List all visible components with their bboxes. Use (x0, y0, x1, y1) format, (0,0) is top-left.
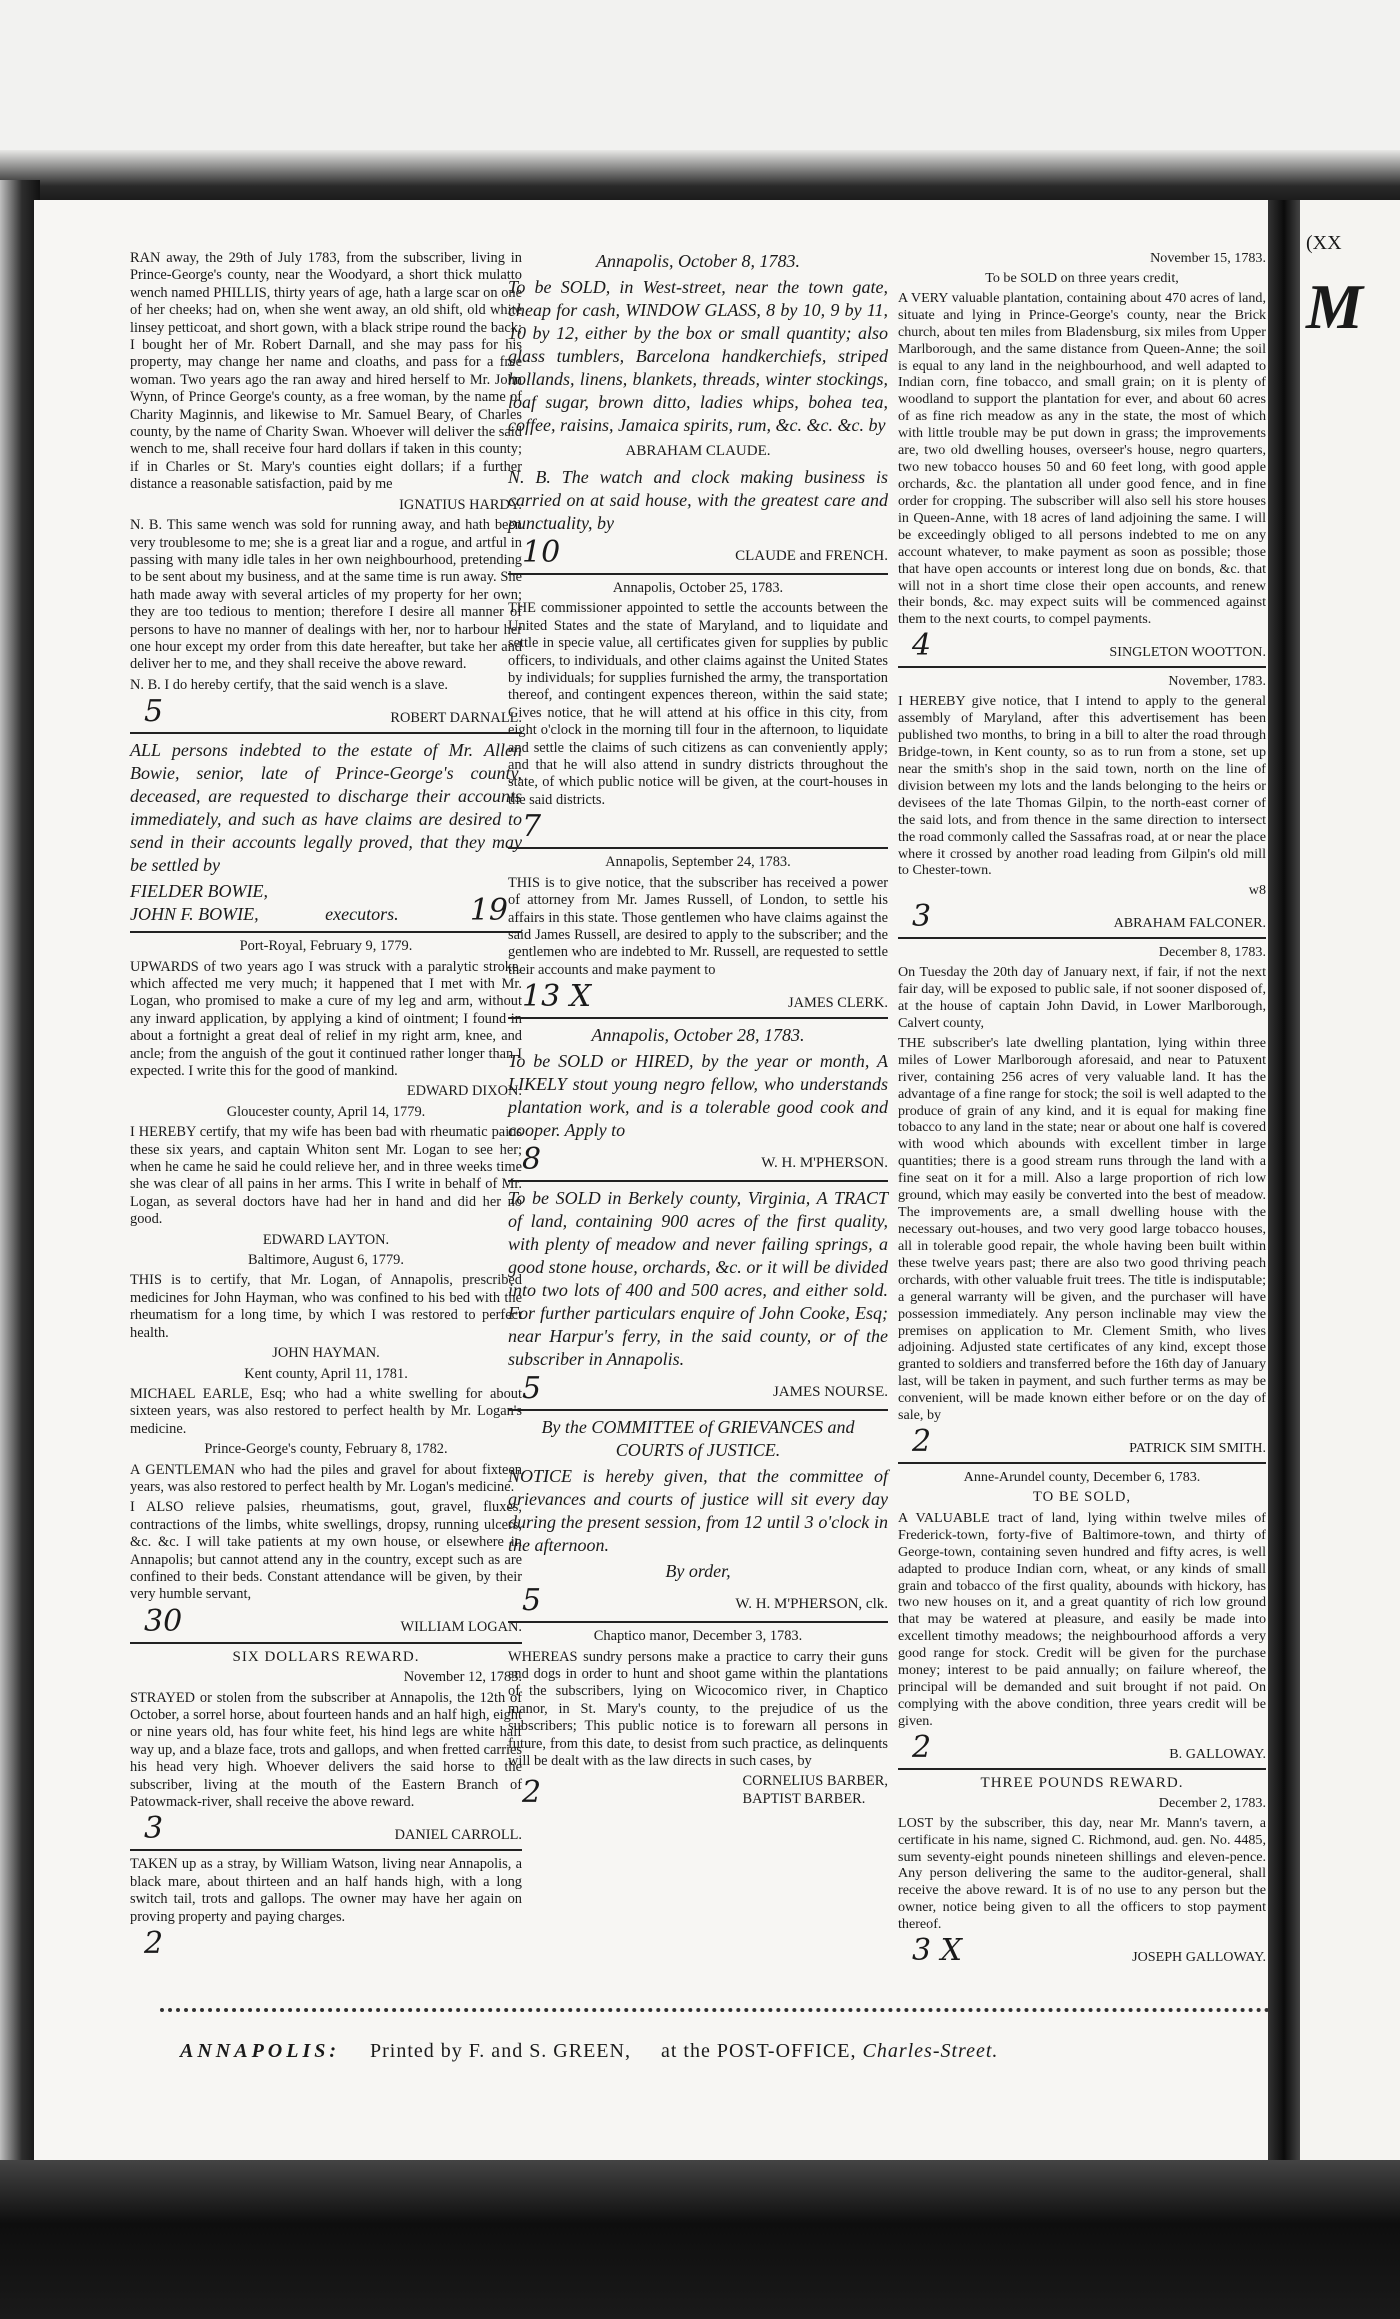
ad-body: To be SOLD or HIRED, by the year or month, A LIKELY stout young negro fellow, who understands plantation work, and is a tolerable good cook and cooper. Apply to (508, 1051, 888, 1141)
ad-signer: W. H. M'PHERSON, clk. (735, 1596, 888, 1613)
ad-body: LOST by the subscriber, this day, near Mr. Mann's tavern, a certificate in his name, signed C. Richmond, aud. gen. No. 4485, sum seventy-eight pounds nineteen shillings and eleven-pence. Any person delivering the same to the auditor-general, shall receive the above reward. It is of no use to any person but the owner, notice being given to all the officers to stop payment thereof. (898, 1814, 1266, 1933)
ad-signer: JOSEPH GALLOWAY. (1132, 1949, 1266, 1966)
ad-commissioner (508, 580, 888, 845)
ad-ignatius-hardy (130, 250, 522, 730)
column-2 (508, 250, 888, 1812)
ad-william-watson (130, 1856, 522, 1962)
scan-shadow-bottom (0, 2160, 1400, 2319)
ad-abraham-claude (508, 250, 888, 568)
ad-signer: IGNATIUS HARDY. (399, 496, 522, 513)
ad-committee-grievances (508, 1416, 888, 1619)
ad-body: STRAYED or stolen from the subscriber at Annapolis, the 12th of October, a sorrel horse, about fourteen hands and an half high, eight or nine years old, has four white feet, his hind legs are white half way up, and a blaze face, trots and gallops, and when fretted carries his head very high. Whoever delivers the said horse to the subscriber, living at the mouth of the Eastern Branch of Patowmack-river, shall receive the above reward. (130, 1689, 522, 1811)
ad-signature-row (898, 899, 1266, 935)
testimonial-signer: EDWARD DIXON. (406, 1083, 522, 1100)
ad-body: A VERY valuable plantation, containing about 470 acres of land, situate and lying in Prince-George's county, near the Brick church, about ten miles from Bladensburg, six miles from Upper Marlborough, and the same distance from Queen-Anne; the soil is equal to any land in the neighbourhood, and well adapted to Indian corn, fine tobacco, and small grain; on it is plenty of woodland to support the plantation for ever, and about 60 acres of as fine rich meadow as any in the state, the most of which with little trouble may be put down in grass; the improvements are, two old dwelling houses, overseer's house, negro quarters, two new tobacco houses 50 and 60 feet long, with good apple orchards, &c. the plantation all under good fence, and in fine order for cropping. The subscriber will also sell his store houses in Queen-Anne, with 18 acres of land adjoining the same. I will be exceedingly obliged to all persons indebted to me on any account whatever, to make payment as soon as possible; those that have open accounts or interest long due on bonds, &c. that will not in a short time close their open accounts, and renew their bonds, &c. may expect suits will be commenced against them to the next courts, to compel payments. (898, 289, 1266, 628)
ad-code: w8 (1248, 882, 1266, 899)
handwritten-mark: 5 (522, 1583, 542, 1619)
ad-signer: ROBERT DARNALL. (390, 709, 522, 726)
divider (130, 1849, 522, 1851)
ad-body: ALL persons indebted to the estate of Mr. Allen Bowie, senior, late of Prince-George's county, deceased, are requested to discharge their accounts immediately, and such as have claims are desired to send in their accounts legally proved, that they may be settled by (130, 740, 522, 876)
dateline: Chaptico manor, December 3, 1783. (593, 1628, 803, 1645)
ad-bowie-estate (130, 739, 522, 929)
ad-signers (742, 1773, 888, 1808)
ad-heading: To be SOLD on three years credit, (985, 269, 1179, 286)
handwritten-mark: 19 (469, 893, 508, 929)
ad-intro: On Tuesday the 20th day of January next, if fair, if not the next fair day, will be exposed to public sale, if not sooner disposed of, at the house of captain John David, in Lower Marlborough, Calvert county, (898, 964, 1266, 1031)
ad-signature-row (898, 1933, 1266, 1969)
ad-heading: By the COMMITTEE of GRIEVANCES and COURTS of JUSTICE. (541, 1417, 855, 1461)
ad-signer: DANIEL CARROLL. (394, 1827, 522, 1844)
ad-signer: B. GALLOWAY. (1169, 1745, 1266, 1762)
divider (898, 1462, 1266, 1464)
ad-signer: CORNELIUS BARBER, (742, 1773, 888, 1790)
dateline: Anne-Arundel county, December 6, 1783. (963, 1469, 1201, 1486)
page-gutter (1268, 200, 1300, 2160)
ad-nb2: N. B. I do hereby certify, that the said wench is a slave. (130, 676, 448, 693)
dateline: November, 1783. (1168, 673, 1266, 690)
testimonial: THIS is to certify, that Mr. Logan, of Annapolis, prescribed medicines for John Hayman, who was confined to his bed with the rheumatism for a long time, by which I was restored to perfect health. (130, 1272, 522, 1341)
handwritten-mark: 7 (522, 809, 542, 845)
dateline: Baltimore, August 6, 1779. (248, 1252, 404, 1269)
ad-patrick-sim-smith (898, 944, 1266, 1460)
ad-signature-row (508, 1773, 888, 1811)
testimonial: MICHAEL EARLE, Esq; who had a white swelling for about sixteen years, was also restored to perfect health by Mr. Logan's medicine. (130, 1385, 522, 1437)
column-3 (898, 250, 1266, 1970)
ad-abraham-falconer (898, 673, 1266, 935)
ad-signer: BAPTIST BARBER. (742, 1790, 866, 1807)
ad-barber (508, 1628, 888, 1811)
dateline: November 12, 1783. (403, 1669, 522, 1686)
handwritten-mark: 2 (522, 1775, 542, 1811)
ad-body: RAN away, the 29th of July 1783, from the subscriber, living in Prince-George's county, near the Woodyard, a short thick mulatto wench named PHILLIS, thirty years of age, hath a large scar on one of her cheeks; had on, when she went away, an old shift, old white linsey petticoat, and short gown, with a black stripe round the back; I bought her of Mr. Robert Darnall, and she may pass for his property, may change her name and cloaths, and pass for a free woman. Two years ago the ran away and hired herself to Mr. John Wynn, of Prince George's county, as a free woman, by the name of Charity Maginnis, and likewise to Mr. Samuel Beary, of Charles county, by the name of Charity Swan. Whoever will deliver the said wench to me, shall receive four hard dollars if taken in this county; if in Charles or St. Mary's counties eight dollars; if a further distance a reasonable satisfaction, paid by me (130, 250, 522, 493)
handwritten-mark: 3 (144, 1811, 164, 1847)
divider (898, 1768, 1266, 1770)
colophon (180, 2040, 1280, 2063)
ad-signer: CLAUDE and FRENCH. (735, 548, 888, 564)
handwritten-mark: 13 X (522, 979, 592, 1015)
handwritten-mark: 8 (522, 1142, 542, 1178)
colophon-street: Charles-Street. (862, 2040, 999, 2062)
ad-signature-row (898, 1729, 1266, 1765)
ad-james-clerk (508, 854, 888, 1015)
colophon-office: at the POST-OFFICE, (660, 2040, 857, 2062)
ad-signature-row (508, 535, 888, 570)
ad-daniel-carroll (130, 1649, 522, 1845)
footer-ornament-rule (160, 2008, 1270, 2012)
ad-signer: WILLIAM LOGAN. (400, 1619, 522, 1636)
testimonial: A GENTLEMAN who had the piles and gravel for about fixteen years, was also restored to perfect health by Mr. Logan's medicine. (130, 1461, 522, 1495)
ad-signer: ABRAHAM CLAUDE. (625, 443, 771, 459)
ad-signature-row (898, 1424, 1266, 1460)
testimonial: UPWARDS of two years ago I was struck with a paralytic stroke, which affected me very much; it happened that I met with Mr. Logan, who promised to make a cure of my leg and arm, without any inward application, by applying a kind of ointment; I found in about a fortnight a great deal of relief in my right arm, knee, and ancle; from the anguish of the gout it continued rather longer than I expected. I write this for the good of mankind. (130, 958, 522, 1079)
divider (508, 1409, 888, 1411)
ad-signature-row (130, 880, 522, 929)
ad-singleton-wootton (898, 250, 1266, 664)
executor-1: FIELDER BOWIE, (130, 881, 268, 902)
dateline: Annapolis, October 25, 1783. (612, 580, 784, 596)
ad-body: THE subscriber's late dwelling plantation, lying within three miles of Lower Marlborough aforesaid, and near to Patuxent river, containing 256 acres of very valuable land. It has the advantage of a fine range for stock; the soil is well adapted to the produce of grain of any kind, and it is equal for making fine tobacco to any land in the state; near or about one half is covered with wood which abounds with excellent timber in large quantities; there is a good stream runs through the land with a fine seat on it for a mill. Also a large proportion of rich low ground, which may easily be converted into the best of meadow. The improvements are, a small dwelling house with the necessary out-houses, and two very good large tobacco houses, all in tolerable good repair, the whole having been built within these twelve years past; there are also two good thriving peach orchards, with other valuable fruit trees. The title is indisputable; a general warranty will be given, and the purchaser will have possession immediately. Any person inclinable may view the premises on application to Mr. Clement Smith, who lives adjoining. Adjusted state certificates of any kind, except those granted to soldiers and transferred before the 16th day of January last, will be taken in payment, and such further terms as may be convenient, will be made known either before or on the day of sale, by (898, 1034, 1266, 1424)
ad-body: I HEREBY give notice, that I intend to apply to the general assembly of Maryland, after this advertisement has been published two months, to bring in a bill to alter the road through Bridge-town, in Kent county, so as to run from a stone, set up near the smith's shop in the said town, north on the line of division between my lots and the lands belonging to the heirs or devisees of the late Thomas Gilpin, to the north-east corner of the said lots, and from thence in the same direction to intersect the road commonly called the Sassafras road, at or near the place where it crossed by another road leading from Gilpin's old mill to Chester-town. (898, 693, 1266, 879)
dateline: Prince-George's county, February 8, 1782. (204, 1441, 448, 1458)
ad-nb: N. B. The watch and clock making business is carried on at said house, with the greatest care and punctuality, by (508, 467, 888, 533)
dateline: Kent county, April 11, 1781. (244, 1365, 408, 1382)
handwritten-mark: 4 (912, 628, 932, 664)
ad-body: TAKEN up as a stray, by William Watson, living near Annapolis, a black mare, about thirteen and an half hands high, with a long switch tail, trots and gallops. The owner may have her again on proving property and paying charges. (130, 1856, 522, 1925)
handwritten-mark: 10 (522, 535, 561, 570)
dateline: November 15, 1783. (1150, 250, 1266, 266)
handwritten-mark: 2 (912, 1424, 932, 1460)
divider (508, 1017, 888, 1019)
ad-signature-row (508, 1371, 888, 1407)
ad-signature-row (130, 1603, 522, 1639)
divider (130, 1642, 522, 1644)
handwritten-mark: 3 (912, 899, 932, 935)
handwritten-mark: 2 (144, 1926, 164, 1962)
ad-body: THE commissioner appointed to settle the accounts between the United States and the state of Maryland, and to liquidate and settle in specie value, all certificates given for supplies by public officers, to individuals, and other claims against the United States by individuals; for supplies furnished the army, the transportation thereof, and contingent expences thereon, within the said state; Gives notice, that he will attend at his office in this city, from eight o'clock in the morning till four in the afternoon, to liquidate and settle the claims of such citizens as can conveniently apply; and that he will also attend in sundry districts throughout the state, of which public notice will be given, at the court-houses in the said districts. (508, 600, 888, 808)
ad-heading: SIX DOLLARS REWARD. (232, 1648, 420, 1665)
divider (508, 573, 888, 575)
ad-heading: TO BE SOLD, (1032, 1489, 1132, 1505)
ad-body: A VALUABLE tract of land, lying within twelve miles of Frederick-town, forty-five of Baltimore-town, and thirty of George-town, containing seven hundred and fifty acres, is well adapted to produce Indian corn, wheat, or any kinds of small grain and tobacco of the first quality, abounds with hickory, has two new houses on it, and a great quantity of rich low ground that may be watered at pleasure, and easily be made into excellent timothy meadows; the neighbourhood affords a very good range for stock. Credit will be given for the purchase money; interest to be paid annually; on failure whereof, the principal will be demanded and suit brought if not paid. On complying with the above condition, three years credit will be given. (898, 1509, 1266, 1729)
handwritten-mark: 2 (912, 1729, 932, 1765)
executors-label: executors. (325, 904, 399, 925)
ad-william-logan (130, 938, 522, 1637)
testimonial-signer: EDWARD LAYTON. (262, 1231, 390, 1248)
dateline: December 8, 1783. (1158, 944, 1266, 961)
divider (508, 847, 888, 849)
ad-james-nourse (508, 1187, 888, 1407)
ad-body: NOTICE is hereby given, that the committee of grievances and courts of justice will sit every day during the present session, from 12 until 3 o'clock in the afternoon. (508, 1466, 888, 1556)
ad-signer: JAMES CLERK. (788, 994, 888, 1011)
testimonial-signer: JOHN HAYMAN. (272, 1345, 380, 1362)
ad-signature-row (508, 1142, 888, 1178)
ad-b-galloway (898, 1469, 1266, 1763)
ad-joseph-galloway (898, 1774, 1266, 1969)
handwritten-mark: 30 (144, 1603, 183, 1639)
ad-signer: ABRAHAM FALCONER. (1113, 915, 1266, 932)
executor-2: JOHN F. BOWIE, (130, 904, 259, 925)
divider (898, 937, 1266, 939)
ad-signature-row (508, 979, 888, 1015)
executor-names (130, 880, 268, 926)
ad-signer: SINGLETON WOOTTON. (1109, 644, 1266, 661)
ad-signature-row (130, 1811, 522, 1847)
ad-body: WHEREAS sundry persons make a practice to carry their guns and dogs in order to hunt and shoot game within the plantations of the subscribers, lying on Wicocomico river, in Chaptico manor, in St. Mary's county, to the prejudice of us the subscribers; This public notice is to forewarn all persons in future, from this date, to desist from such practice, as delinquents will be dealt with as the law directs in such cases, by (508, 1648, 888, 1769)
dateline: December 2, 1783. (1158, 1794, 1266, 1811)
divider (130, 931, 522, 933)
handwritten-mark: 3 X (912, 1933, 962, 1969)
testimonial: I HEREBY certify, that my wife has been bad with rheumatic pains these six years, and captain Whiton sent Mr. Logan to see her; when he came he said he could relieve her, and in three weeks time she was clear of all pains in her arms. This I write in behalf of Mr. Logan, as several doctors have had her in hand and did her no good. (130, 1124, 522, 1228)
column-1 (130, 250, 522, 1963)
ad-signature-row (130, 694, 522, 730)
handwritten-mark: 5 (522, 1371, 542, 1407)
ad-body: THIS is to give notice, that the subscriber has received a power of attorney from Mr. James Russell, of London, to settle his affairs in this state. Those gentlemen who have claims against the said James Russell, are desired to apply to the subscriber; and the gentlemen who are indebted to Mr. Russell, are requested to settle their accounts and make payment to (508, 874, 888, 978)
ad-signature-row (898, 628, 1266, 664)
ad-body: To be SOLD, in West-street, near the town gate, cheap for cash, WINDOW GLASS, 8 by 10, 9 by 11, 10 by 12, either by the box or small quantity; also glass tumblers, Barcelona handkerchiefs, striped hollands, linens, blankets, threads, winter stockings, loaf sugar, brown ditto, ladies whips, bohea tea, coffee, raisins, Jamaica spirits, rum, &c. &c. &c. by (508, 277, 888, 435)
dateline: Annapolis, October 28, 1783. (591, 1025, 805, 1046)
divider (508, 1180, 888, 1182)
divider (898, 666, 1266, 668)
colophon-printer: Printed by F. and S. GREEN, (370, 2040, 631, 2062)
ad-heading: THREE POUNDS REWARD. (980, 1774, 1184, 1791)
handwritten-mark: 5 (144, 694, 164, 730)
dateline: Gloucester county, April 14, 1779. (226, 1103, 426, 1120)
ad-body: To be SOLD in Berkely county, Virginia, A TRACT of land, containing 900 acres of the first quality, with plenty of meadow and never failing springs, a good stone house, orchards, &c. or it will be divided into two lots of 400 and 500 acres, and either sold. For further particulars enquire of John Cooke, Esq; near Harpur's ferry, in the said county, or of the subscriber in Annapolis. (508, 1188, 888, 1370)
ad-nb: N. B. This same wench was sold for running away, and hath been very troublesome to me; she is a great liar and a rogue, and artful in passing with many idle tales in her own neighbourhood, pretending to be sent about my business, and at the same time is run away. She hath made away with several articles of my property for her own; they are too tedious to mention; therefore I desire all manner of persons to have no manner of dealings with her, nor to harbour her one hour except my order from this date hereafter, but take her and deliver her to me, and they shall receive the above reward. (130, 517, 522, 673)
ad-body: I ALSO relieve palsies, rheumatisms, gout, gravel, fluxes, contractions of the limbs, white swellings, dropsy, running ulcers, &c. &c. I will take patients at my own house, or elsewhere in Annapolis; but cannot attend any in the country, except such as are confined to their beds. Constant attendance will be given, by their very humble servant, (130, 1499, 522, 1603)
next-page-header: (XX (1306, 232, 1342, 254)
ad-mpherson-negro (508, 1024, 888, 1178)
ad-signer: JAMES NOURSE. (772, 1384, 888, 1401)
next-page-masthead: M (1306, 271, 1363, 342)
divider (130, 732, 522, 734)
ad-signature-row (508, 1583, 888, 1619)
dateline: Port-Royal, February 9, 1779. (239, 938, 413, 955)
divider (508, 1621, 888, 1623)
colophon-city: ANNAPOLIS: (180, 2040, 341, 2062)
ad-signer: W. H. M'PHERSON. (761, 1155, 888, 1172)
dateline: Annapolis, September 24, 1783. (605, 854, 791, 871)
ad-signer: PATRICK SIM SMITH. (1129, 1440, 1266, 1457)
next-page-fragment (1300, 200, 1400, 2160)
by-order: By order, (665, 1561, 731, 1582)
dateline: Annapolis, October 8, 1783. (596, 251, 800, 271)
